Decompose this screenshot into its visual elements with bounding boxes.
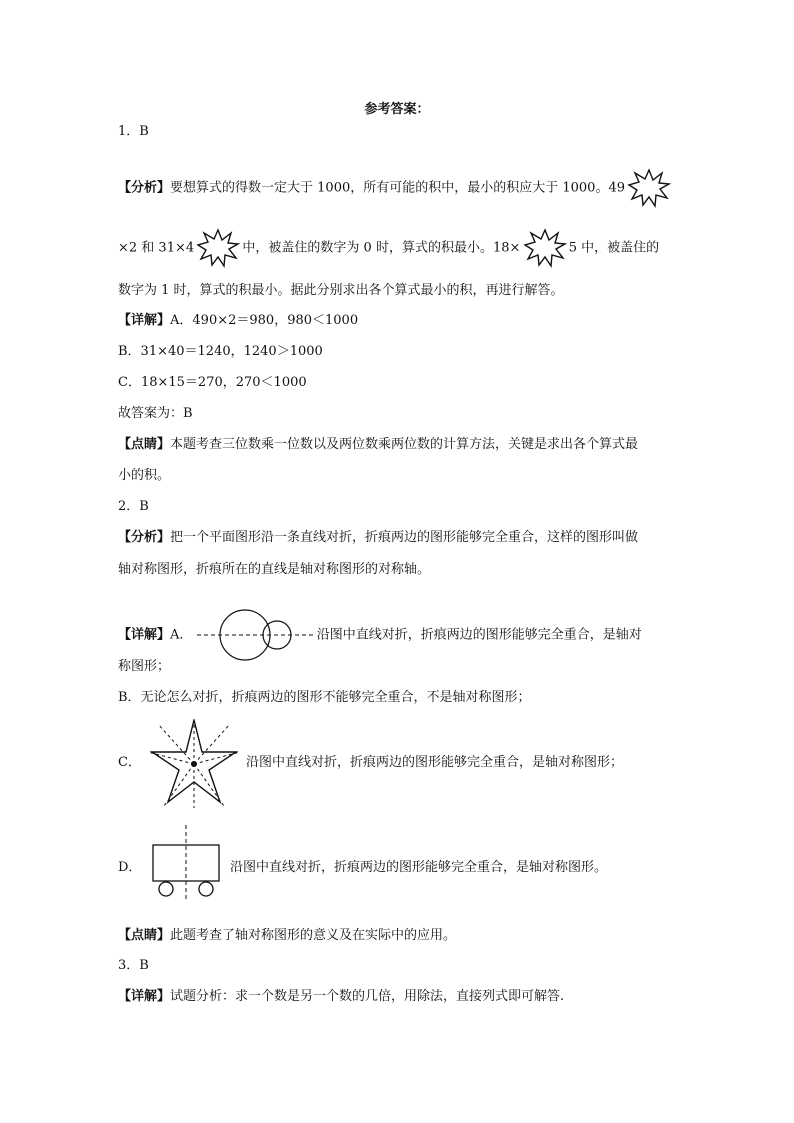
q2-comment <box>118 926 456 946</box>
analysis-tag: 【分析】 <box>118 530 171 545</box>
q1-comment-line2: 小的积。 <box>118 468 171 483</box>
q2-option-d-text: 沿图中直线对折，折痕两边的图形能够完全重合，是轴对称图形。 <box>230 860 608 875</box>
q2-option-b: B．无论怎么对折，折痕两边的图形不能够完全重合，不是轴对称图形； <box>118 690 531 705</box>
q1-comment-text1: 本题考查三位数乘一位数以及两位数乘两位数的计算方法，关键是求出各个算式最 <box>170 437 639 452</box>
analysis-tag: 【分析】 <box>118 180 171 196</box>
q3-detail-text: 试题分析：求一个数是另一个数的几倍，用除法，直接列式即可解答. <box>170 989 565 1004</box>
q1-number: 1．B <box>118 124 149 139</box>
q2-number: 2．B <box>118 499 149 514</box>
q2-option-a-text: 沿图中直线对折，折痕两边的图形能够完全重合，是轴对 <box>316 627 642 643</box>
star-figure <box>146 714 242 810</box>
q2-detail-a-cont: 称图形； <box>118 659 171 674</box>
q1-analysis-text2a: ×2 和 31×4 <box>118 240 195 256</box>
q3-number: 3．B <box>118 958 149 973</box>
detail-tag: 【详解】 <box>118 989 171 1004</box>
q1-analysis-line3: 数字为 1 时，算式的积最小。据此分别求出各个算式最小的积，再进行解答。 <box>118 283 564 298</box>
comment-tag: 【点睛】 <box>118 437 171 452</box>
q2-option-c-text: 沿图中直线对折，折痕两边的图形能够完全重合，是轴对称图形； <box>246 755 624 770</box>
cart-figure <box>150 825 224 899</box>
q2-analysis-line2: 轴对称图形，折痕所在的直线是轴对称图形的对称轴。 <box>118 562 431 577</box>
q2-detail-a <box>118 606 642 664</box>
q1-comment-line1 <box>118 435 638 455</box>
q1-detail-b: B．31×40＝1240，1240＞1000 <box>118 344 323 359</box>
q1-answer: 故答案为：B <box>118 406 193 421</box>
detail-tag: 【详解】 <box>118 313 171 328</box>
two-circles-figure <box>197 606 313 664</box>
covered-digit-burst-icon <box>198 230 238 266</box>
page-title: 参考答案： <box>364 102 430 117</box>
q1-analysis-text1: 要想算式的得数一定大于 1000，所有可能的积中，最小的积应大于 1000。49 <box>170 180 625 196</box>
q2-analysis-line1 <box>118 528 638 548</box>
comment-tag: 【点睛】 <box>118 928 171 943</box>
q3-detail <box>118 987 564 1007</box>
detail-tag: 【详解】 <box>118 627 171 643</box>
q1-analysis-line2 <box>118 230 659 266</box>
q2-option-c-label: C． <box>118 755 141 770</box>
q2-comment-text: 此题考查了轴对称图形的意义及在实际中的应用。 <box>170 928 457 943</box>
q1-analysis-text2b: 中，被盖住的数字为 0 时，算式的积最小。18× <box>242 240 521 256</box>
q1-detail-a <box>118 311 358 331</box>
q2-option-d-label: D． <box>118 860 142 875</box>
q2-option-a-label: A． <box>170 627 193 643</box>
q1-analysis-text2c: 5 中，被盖住的 <box>568 240 660 256</box>
q1-detail-a-text: A．490×2＝980，980＜1000 <box>170 313 359 328</box>
q2-analysis-text1: 把一个平面图形沿一条直线对折，折痕两边的图形能够完全重合，这样的图形叫做 <box>170 530 639 545</box>
q1-detail-c: C．18×15＝270，270＜1000 <box>118 375 307 390</box>
covered-digit-burst-icon <box>525 230 565 266</box>
covered-digit-burst-icon <box>629 170 669 206</box>
q1-analysis-line1 <box>118 170 669 206</box>
